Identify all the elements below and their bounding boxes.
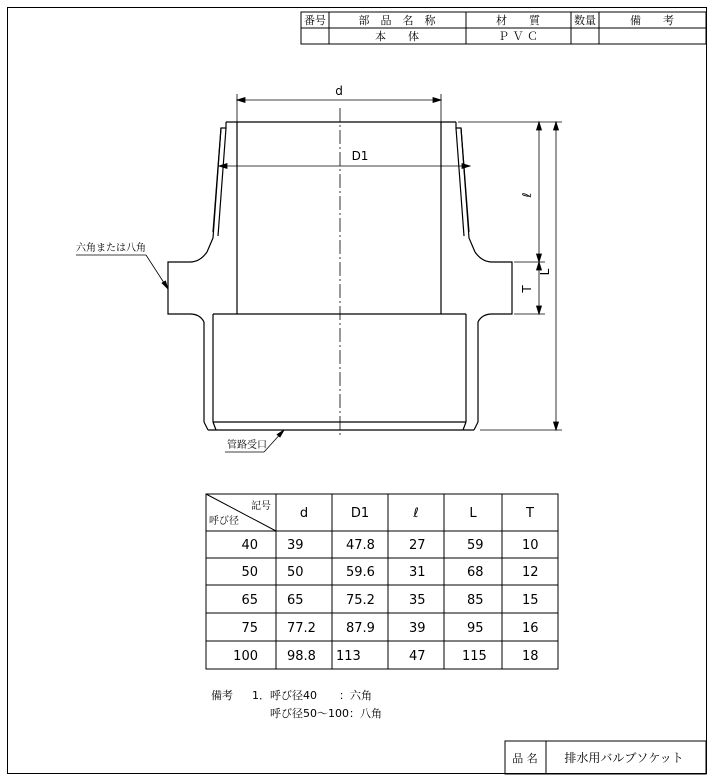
hex-octagon-callout: 六角または八角	[76, 243, 146, 254]
remarks-line-2: 呼び径50～100：八角	[270, 707, 382, 720]
col-D1: D1	[350, 506, 370, 521]
table-cell: 47	[409, 649, 426, 664]
remarks-label: 備考	[211, 689, 233, 702]
table-cell: 85	[467, 593, 484, 608]
product-label: 品 名	[512, 752, 538, 765]
table-cell: 75.2	[346, 593, 375, 608]
table-cell: 27	[409, 538, 426, 553]
dim-d-label: d	[335, 84, 343, 98]
header-number: 番号	[304, 14, 326, 27]
header-remarks: 備 考	[630, 14, 674, 27]
header-part-name: 部 品 名 称	[358, 14, 436, 27]
table-cell: 59	[467, 538, 484, 553]
pipe-socket-callout: 管路受口	[227, 440, 267, 451]
part-name-value: 本 体	[375, 30, 419, 43]
table-cell: 12	[522, 565, 539, 580]
table-cell: 35	[409, 593, 426, 608]
remarks-line-1: 1．呼び径40 ：六角	[252, 689, 372, 702]
dim-L-label: L	[538, 268, 552, 276]
col-l: ℓ	[413, 506, 419, 521]
dim-l-label: ℓ	[520, 192, 534, 198]
dim-T-label: T	[520, 285, 534, 293]
table-cell: 16	[522, 621, 539, 636]
table-cell: 15	[522, 593, 539, 608]
dim-D1-label: D1	[351, 149, 369, 163]
col-d: d	[299, 506, 309, 521]
col-T: T	[526, 506, 534, 521]
col-L: L	[469, 506, 477, 521]
table-cell: 115	[462, 649, 487, 664]
table-cell: 50	[241, 565, 258, 580]
table-cell: 65	[241, 593, 258, 608]
table-cell: 59.6	[346, 565, 375, 580]
material-value: Ｐ Ｖ Ｃ	[498, 30, 538, 43]
table-cell: 65	[287, 593, 304, 608]
dimension-table-text	[209, 499, 539, 664]
table-cell: 95	[467, 621, 484, 636]
table-cell: 39	[409, 621, 426, 636]
dimension-table-grid	[206, 494, 558, 669]
table-cell: 40	[241, 538, 258, 553]
table-cell: 10	[522, 538, 539, 553]
table-cell: 87.9	[346, 621, 375, 636]
table-corner-symbol: 記号	[251, 501, 271, 512]
table-cell: 75	[241, 621, 258, 636]
table-cell: 77.2	[287, 621, 316, 636]
header-material: 材 質	[496, 14, 540, 27]
table-cell: 50	[287, 565, 304, 580]
table-cell: 18	[522, 649, 539, 664]
table-cell: 98.8	[287, 649, 316, 664]
table-cell: 39	[287, 538, 304, 553]
product-name: 排水用バルブソケット	[564, 751, 684, 765]
table-cell: 113	[336, 649, 361, 664]
table-cell: 31	[409, 565, 426, 580]
table-cell: 68	[467, 565, 484, 580]
header-quantity: 数量	[574, 14, 596, 27]
table-corner-nominal: 呼び径	[209, 516, 239, 527]
table-cell: 100	[233, 649, 258, 664]
table-cell: 47.8	[346, 538, 375, 553]
